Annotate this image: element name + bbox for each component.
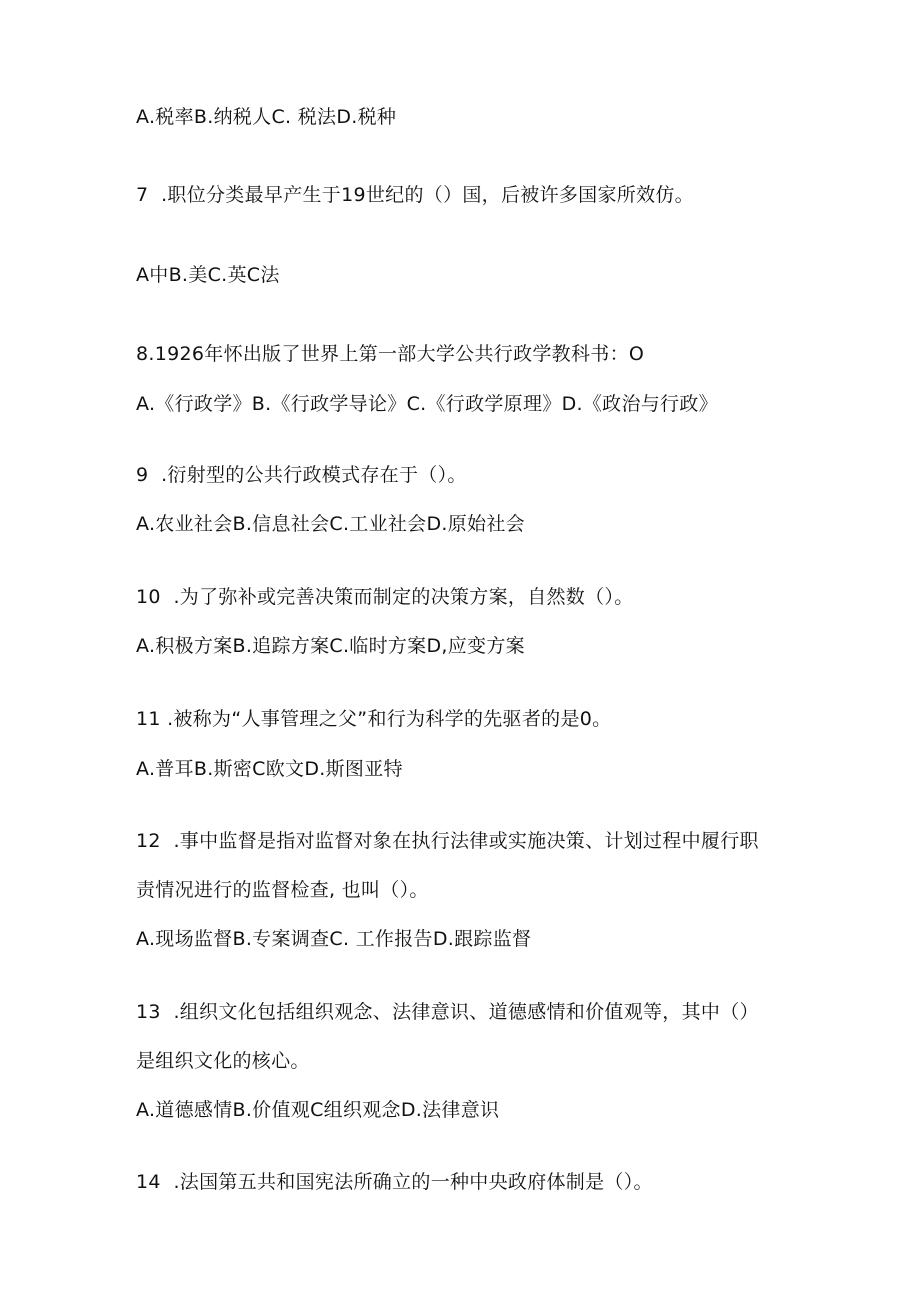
question-10: 10 .为了弥补或完善决策而制定的决策方案，自然数（）。 [136,586,634,608]
question-14: 14 .法国第五共和国宪法所确立的一种中央政府体制是（）。 [136,1171,653,1193]
question-13-line-1: 13 .组织文化包括组织观念、法律意识、道德感情和价值观等，其中（） [136,1001,759,1023]
question-7: 7 .职位分类最早产生于19世纪的（）国，后被许多国家所效仿。 [136,184,694,206]
question-11: 11 .被称为“人事管理之父”和行为科学的先驱者的是0。 [136,708,612,730]
answer-options-q12: A.现场监督B.专案调查C. 工作报告D.跟踪监督 [136,928,532,950]
question-12-line-2: 责情况进行的监督检查, 也叫（）。 [136,879,429,901]
answer-options-q11: A.普耳B.斯密C欧文D.斯图亚特 [136,758,403,780]
question-9: 9 .衍射型的公共行政模式存在于（）。 [136,464,467,486]
answer-options-q8: A.《行政学》B.《行政学导论》C.《行政学原理》D.《政治与行政》 [136,393,718,415]
answer-options-q13: A.道德感情B.价值观C组织观念D.法律意识 [136,1099,500,1121]
question-8: 8.1926年怀出版了世界上第一部大学公共行政学教科书：O [136,343,645,365]
answer-options-q7: A中B.美C.英C法 [136,264,280,286]
question-12-line-1: 12 .事中监督是指对监督对象在执行法律或实施决策、计划过程中履行职 [136,830,759,852]
answer-options-q6: A.税率B.纳税人C. 税法D.税种 [136,106,397,128]
answer-options-q9: A.农业社会B.信息社会C.工业社会D.原始社会 [136,513,525,535]
answer-options-q10: A.积极方案B.追踪方案C.临时方案D,应变方案 [136,635,525,657]
question-13-line-2: 是组织文化的核心。 [136,1050,310,1072]
